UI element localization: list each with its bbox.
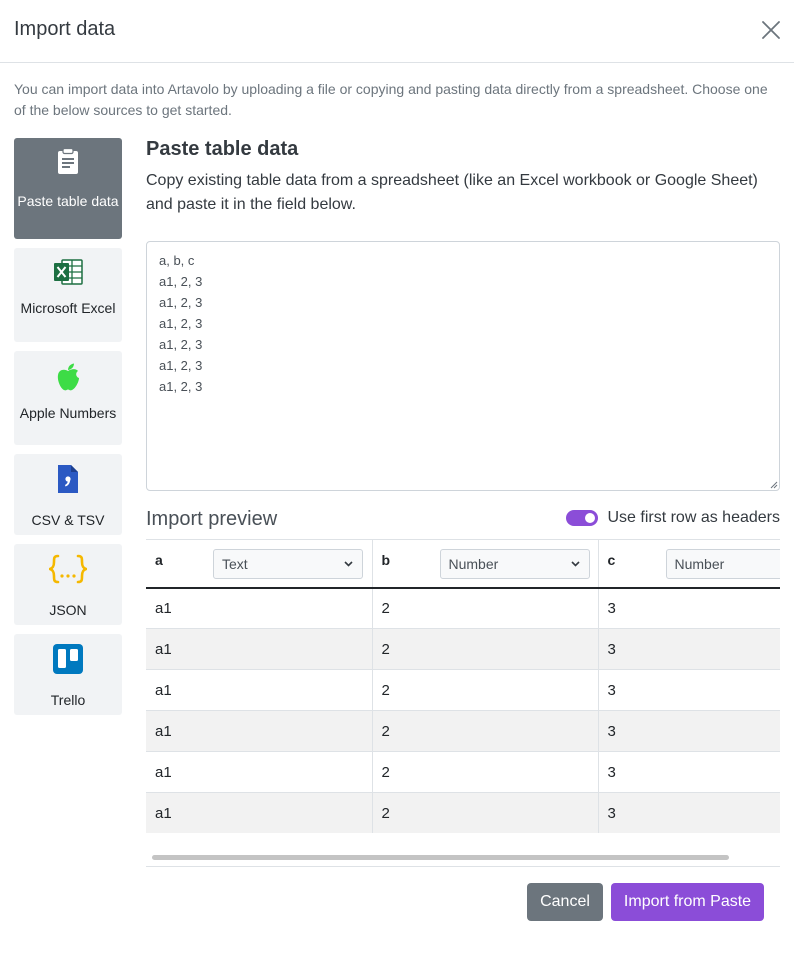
preview-table-container[interactable] [146,539,780,833]
dialog-header [0,0,794,63]
table-row [146,752,780,793]
table-row [146,588,780,629]
column-header-a [146,540,372,588]
source-label: Paste table data [17,193,119,209]
table-cell: a1 [146,670,372,711]
column-type-value: Text [222,556,248,572]
table-cell: 3 [607,763,616,781]
source-json[interactable] [14,544,122,625]
column-header-c [598,540,780,588]
source-microsoft-excel[interactable] [14,248,122,342]
column-type-select-b[interactable] [440,549,590,579]
paste-section-title: Paste table data [146,138,299,160]
table-cell: 3 [607,804,616,822]
column-type-select-c[interactable] [666,549,781,579]
trello-icon [53,644,83,680]
table-row [146,711,780,752]
source-paste-table-data[interactable] [14,138,122,239]
toggle-switch[interactable] [566,510,598,526]
source-label: Trello [50,692,86,708]
source-label: Apple Numbers [19,405,117,421]
preview-header-row [146,508,780,532]
column-type-value: Number [674,556,725,572]
first-row-headers-toggle[interactable] [566,509,780,527]
chevron-down-icon [344,561,353,567]
paste-textarea[interactable]: a, b, c a1, 2, 3 a1, 2, 3 a1, 2, 3 a1, 2, 3 a1, 2, 3 a1, 2, 3 [146,241,780,491]
table-cell: 2 [372,752,598,793]
column-type-select-a[interactable] [213,549,363,579]
table-cell: a1 [146,711,372,752]
table-cell: 3 [607,599,616,617]
table-header-row [146,540,780,588]
column-name: a [155,552,163,568]
table-cell: a1 [146,588,372,629]
chevron-down-icon [571,561,580,567]
table-cell: 2 [372,629,598,670]
clipboard-icon [54,147,82,181]
source-list [14,138,122,724]
excel-icon [53,259,83,291]
import-preview-title: Import preview [146,508,278,530]
csv-file-icon [56,464,80,500]
column-name: c [607,552,616,568]
import-from-paste-button[interactable]: Import from Paste [611,883,764,921]
table-cell: 2 [372,711,598,752]
source-csv-tsv[interactable] [14,454,122,535]
column-type-value: Number [448,556,499,572]
table-cell: a1 [146,793,372,834]
dialog-title: Import data [14,18,116,40]
column-name: b [381,552,391,568]
preview-table [146,539,780,833]
table-cell: 2 [372,670,598,711]
close-icon[interactable] [760,19,782,41]
table-cell: 3 [607,722,616,740]
resize-grip-icon[interactable] [769,480,778,489]
table-cell: 2 [372,588,598,629]
table-cell: 2 [372,793,598,834]
table-row [146,629,780,670]
table-row [146,670,780,711]
json-braces-icon [49,554,87,590]
source-apple-numbers[interactable] [14,351,122,445]
paste-section-description: Copy existing table data from a spreadsheet (like an Excel workbook or Google Sheet) and paste it in the field below. [146,172,758,213]
table-cell: a1 [146,629,372,670]
source-label: CSV & TSV [31,512,105,528]
table-cell: 3 [607,640,616,658]
table-cell: 3 [607,681,616,699]
footer-divider [146,866,780,867]
toggle-knob [585,513,595,523]
paste-panel [146,138,780,910]
dialog-intro: You can import data into Artavolo by uploading a file or copying and pasting data directly from a spreadsheet. Choose one of the below sources to get started. [14,81,768,118]
table-cell: a1 [146,752,372,793]
table-row [146,793,780,834]
source-trello[interactable] [14,634,122,715]
toggle-label: Use first row as headers [607,509,780,526]
source-label: JSON [49,602,87,618]
cancel-button[interactable]: Cancel [527,883,603,921]
apple-icon [55,362,81,398]
horizontal-scrollbar[interactable] [152,855,729,860]
column-header-b [372,540,598,588]
source-label: Microsoft Excel [20,300,116,316]
